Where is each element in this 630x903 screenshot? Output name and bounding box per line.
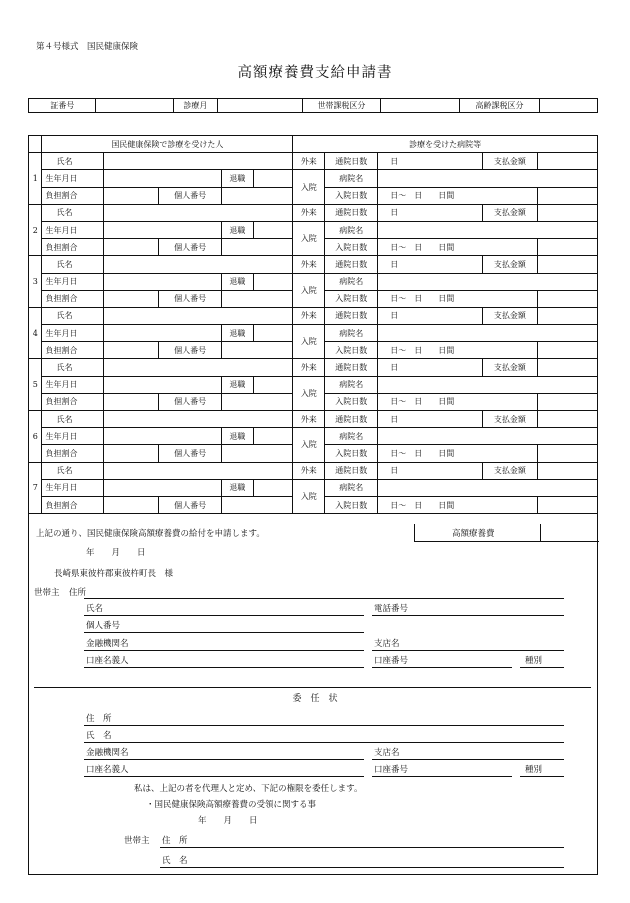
inpatient-period-field[interactable]: 日～ 日 日間: [378, 445, 538, 462]
elderly-tax-field[interactable]: [539, 99, 597, 113]
personal-no-label: 個人番号: [159, 342, 221, 359]
hospital-name-field[interactable]: [378, 273, 598, 290]
birth-field[interactable]: [103, 428, 221, 445]
burden-label: 負担割合: [42, 393, 103, 410]
burden-field[interactable]: [103, 496, 159, 513]
delegate-bank-label: 金融機関名: [86, 748, 129, 758]
form-id: 第４号様式 国民健康保険: [36, 42, 139, 52]
pay-amount-field[interactable]: [537, 462, 597, 479]
retired-label: 退職: [221, 221, 253, 238]
burden-label: 負担割合: [42, 496, 103, 513]
delegate-address-label: 住 所: [86, 714, 112, 724]
personal-no-field[interactable]: [221, 496, 293, 513]
burden-field[interactable]: [103, 187, 159, 204]
inpatient-label: 入院: [293, 221, 325, 255]
birth-label: 生年月日: [42, 325, 103, 342]
delegation-householder: 世帯主: [124, 836, 150, 846]
birth-field[interactable]: [103, 273, 221, 290]
bank-label: 金融機関名: [86, 639, 129, 649]
branch-label: 支店名: [374, 639, 400, 649]
householder-label: 世帯主: [34, 588, 60, 598]
left-header: 国民健康保険で診療を受けた人: [42, 136, 293, 153]
retired-label: 退職: [221, 428, 253, 445]
pay-amount-label: 支払金額: [482, 462, 537, 479]
inpatient-amount-field[interactable]: [537, 496, 597, 513]
hospital-name-label: 病院名: [325, 376, 378, 393]
birth-label: 生年月日: [42, 273, 103, 290]
pay-amount-label: 支払金額: [482, 359, 537, 376]
birth-field[interactable]: [103, 170, 221, 187]
hospital-name-field[interactable]: [378, 325, 598, 342]
retired-field[interactable]: [253, 170, 292, 187]
birth-field[interactable]: [103, 221, 221, 238]
name-label: 氏名: [42, 411, 103, 428]
hospital-name-field[interactable]: [378, 479, 598, 496]
visit-days-field[interactable]: 日: [378, 153, 483, 170]
burden-label: 負担割合: [42, 187, 103, 204]
row-number: 1: [29, 153, 42, 205]
birth-field[interactable]: [103, 376, 221, 393]
personal-no-label: 個人番号: [86, 621, 121, 631]
inpatient-amount-field[interactable]: [537, 290, 597, 307]
inpatient-period-field[interactable]: 日～ 日 日間: [378, 496, 538, 513]
inpatient-period-field[interactable]: 日～ 日 日間: [378, 393, 538, 410]
type-label: 種別: [525, 656, 543, 666]
patient-name-field[interactable]: [103, 256, 293, 273]
burden-label: 負担割合: [42, 445, 103, 462]
pay-amount-field[interactable]: [537, 411, 597, 428]
delegate-bank-line[interactable]: [84, 759, 364, 760]
name-label: 氏名: [42, 359, 103, 376]
delegate-address-line[interactable]: [84, 725, 564, 726]
section-divider: [34, 687, 591, 688]
inpatient-amount-field[interactable]: [537, 187, 597, 204]
visit-days-label: 通院日数: [325, 307, 378, 324]
account-no-label: 口座番号: [374, 656, 409, 666]
retired-label: 退職: [221, 273, 253, 290]
visit-days-field[interactable]: 日: [378, 462, 483, 479]
pay-amount-label: 支払金額: [482, 411, 537, 428]
delegation-date: 年 月 日: [198, 816, 258, 826]
delegate-name-line[interactable]: [84, 742, 564, 743]
visit-days-label: 通院日数: [325, 462, 378, 479]
patient-name-field[interactable]: [103, 411, 293, 428]
row-number: 4: [29, 307, 42, 359]
inpatient-label: 入院: [293, 325, 325, 359]
pay-amount-label: 支払金額: [482, 153, 537, 170]
delegate-holder-line[interactable]: [84, 776, 364, 777]
outpatient-label: 外来: [293, 462, 325, 479]
inpatient-period-field[interactable]: 日～ 日 日間: [378, 239, 538, 256]
outpatient-label: 外来: [293, 153, 325, 170]
inpatient-label: 入院: [293, 428, 325, 462]
burden-field[interactable]: [103, 393, 159, 410]
inpatient-amount-field[interactable]: [537, 239, 597, 256]
inpatient-days-label: 入院日数: [325, 290, 378, 307]
visit-days-field[interactable]: 日: [378, 204, 483, 221]
inpatient-days-label: 入院日数: [325, 239, 378, 256]
household-tax-field[interactable]: [380, 99, 459, 113]
retired-field[interactable]: [253, 479, 292, 496]
inpatient-days-label: 入院日数: [325, 496, 378, 513]
personal-no-field[interactable]: [221, 290, 293, 307]
pay-amount-label: 支払金額: [482, 204, 537, 221]
burden-field[interactable]: [103, 239, 159, 256]
hospital-name-field[interactable]: [378, 428, 598, 445]
row-number: 7: [29, 462, 42, 514]
name-label: 氏名: [42, 256, 103, 273]
burden-field[interactable]: [103, 342, 159, 359]
cert-no-label: 証番号: [29, 99, 96, 113]
birth-label: 生年月日: [42, 221, 103, 238]
delegate-holder-label: 口座名義人: [86, 765, 129, 775]
visit-days-label: 通院日数: [325, 153, 378, 170]
type-line[interactable]: [520, 667, 564, 668]
pay-amount-field[interactable]: [537, 204, 597, 221]
delegation-title: 委 任 状: [292, 694, 338, 704]
hospital-name-label: 病院名: [325, 221, 378, 238]
personal-no-label: 個人番号: [159, 239, 221, 256]
personal-no-field[interactable]: [221, 342, 293, 359]
inpatient-label: 入院: [293, 273, 325, 307]
visit-days-label: 通院日数: [325, 359, 378, 376]
birth-field[interactable]: [103, 325, 221, 342]
pay-amount-field[interactable]: [537, 359, 597, 376]
personal-no-label: 個人番号: [159, 393, 221, 410]
delegate-branch-label: 支店名: [374, 748, 400, 758]
inpatient-days-label: 入院日数: [325, 342, 378, 359]
pay-amount-field[interactable]: [537, 307, 597, 324]
delegation-item: ・国民健康保険高額療養費の受領に関する事: [146, 800, 317, 810]
form-title: 高額療養費支給申請書: [237, 65, 393, 81]
outpatient-label: 外来: [293, 359, 325, 376]
pay-amount-label: 支払金額: [482, 307, 537, 324]
retired-label: 退職: [221, 325, 253, 342]
outpatient-label: 外来: [293, 411, 325, 428]
name-label: 氏名: [86, 604, 104, 614]
delegation-h-name-line[interactable]: [160, 867, 564, 868]
branch-line[interactable]: [372, 650, 564, 651]
treat-month-label: 診療月: [173, 99, 217, 113]
personal-no-label: 個人番号: [159, 445, 221, 462]
application-date: 年 月 日: [86, 548, 146, 558]
personal-no-field[interactable]: [221, 239, 293, 256]
patient-name-field[interactable]: [103, 359, 293, 376]
inpatient-amount-field[interactable]: [537, 445, 597, 462]
phone-label: 電話番号: [374, 604, 409, 614]
retired-label: 退職: [221, 479, 253, 496]
bank-line[interactable]: [84, 650, 364, 651]
burden-field[interactable]: [103, 290, 159, 307]
patient-name-field[interactable]: [103, 153, 293, 170]
birth-field[interactable]: [103, 479, 221, 496]
address-label: 住所: [69, 588, 87, 598]
addressee: 長崎県東彼杵郡東彼杵町長 様: [54, 569, 174, 579]
hospital-name-label: 病院名: [325, 479, 378, 496]
retired-field[interactable]: [253, 376, 292, 393]
account-no-line[interactable]: [372, 667, 512, 668]
inpatient-days-label: 入院日数: [325, 393, 378, 410]
name-label: 氏名: [42, 204, 103, 221]
burden-field[interactable]: [103, 445, 159, 462]
delegation-h-address-line[interactable]: [160, 847, 564, 848]
personal-no-field[interactable]: [221, 445, 293, 462]
personal-no-line[interactable]: [84, 632, 364, 633]
birth-label: 生年月日: [42, 428, 103, 445]
inpatient-period-field[interactable]: 日～ 日 日間: [378, 187, 538, 204]
phone-line[interactable]: [372, 615, 564, 616]
hospital-name-field[interactable]: [378, 170, 598, 187]
visit-days-field[interactable]: 日: [378, 359, 483, 376]
account-holder-line[interactable]: [84, 667, 364, 668]
hospital-name-field[interactable]: [378, 221, 598, 238]
hospital-name-field[interactable]: [378, 376, 598, 393]
name-label: 氏名: [42, 307, 103, 324]
visit-days-label: 通院日数: [325, 256, 378, 273]
patient-name-field[interactable]: [103, 307, 293, 324]
visit-days-field[interactable]: 日: [378, 256, 483, 273]
visit-days-field[interactable]: 日: [378, 411, 483, 428]
personal-no-label: 個人番号: [159, 290, 221, 307]
inpatient-period-field[interactable]: 日～ 日 日間: [378, 342, 538, 359]
birth-label: 生年月日: [42, 479, 103, 496]
inpatient-label: 入院: [293, 479, 325, 513]
outpatient-label: 外来: [293, 256, 325, 273]
burden-label: 負担割合: [42, 290, 103, 307]
high-cost-box: [414, 524, 599, 542]
row-number: 3: [29, 256, 42, 308]
retired-field[interactable]: [253, 221, 292, 238]
delegate-account-label: 口座番号: [374, 765, 409, 775]
cert-no-field[interactable]: [96, 99, 173, 113]
patient-name-field[interactable]: [103, 204, 293, 221]
inpatient-days-label: 入院日数: [325, 445, 378, 462]
personal-no-field[interactable]: [221, 187, 293, 204]
pay-amount-label: 支払金額: [482, 256, 537, 273]
inpatient-days-label: 入院日数: [325, 187, 378, 204]
patient-name-field[interactable]: [103, 462, 293, 479]
right-header: 診療を受けた病院等: [293, 136, 598, 153]
delegate-type-label: 種別: [525, 765, 543, 775]
visit-days-label: 通院日数: [325, 411, 378, 428]
birth-label: 生年月日: [42, 376, 103, 393]
birth-label: 生年月日: [42, 170, 103, 187]
personal-no-label: 個人番号: [159, 496, 221, 513]
header-table: [28, 98, 598, 113]
retired-field[interactable]: [253, 325, 292, 342]
personal-no-label: 個人番号: [159, 187, 221, 204]
outpatient-label: 外来: [293, 204, 325, 221]
high-cost-label: 高額療養費: [452, 529, 495, 539]
application-statement: 上記の通り、国民健康保険高額療養費の給付を申請します。: [36, 529, 265, 539]
row-number: 5: [29, 359, 42, 411]
pay-amount-field[interactable]: [537, 256, 597, 273]
inpatient-label: 入院: [293, 170, 325, 204]
row-number: 6: [29, 411, 42, 463]
inpatient-label: 入院: [293, 376, 325, 410]
outpatient-label: 外来: [293, 307, 325, 324]
retired-field[interactable]: [253, 273, 292, 290]
hospital-name-label: 病院名: [325, 325, 378, 342]
treat-month-field[interactable]: [217, 99, 302, 113]
hospital-name-label: 病院名: [325, 428, 378, 445]
delegation-h-address-label: 住 所: [162, 836, 188, 846]
pay-amount-field[interactable]: [537, 153, 597, 170]
delegate-type-line[interactable]: [520, 776, 564, 777]
visit-days-label: 通院日数: [325, 204, 378, 221]
delegation-h-name-label: 氏 名: [162, 856, 188, 866]
hospital-name-label: 病院名: [325, 273, 378, 290]
address-line[interactable]: [84, 598, 564, 599]
retired-label: 退職: [221, 376, 253, 393]
elderly-tax-label: 高齢課税区分: [460, 99, 540, 113]
name-label: 氏名: [42, 462, 103, 479]
inpatient-period-field[interactable]: 日～ 日 日間: [378, 290, 538, 307]
burden-label: 負担割合: [42, 239, 103, 256]
delegate-account-line[interactable]: [372, 776, 512, 777]
burden-label: 負担割合: [42, 342, 103, 359]
account-holder-label: 口座名義人: [86, 656, 129, 666]
visit-days-field[interactable]: 日: [378, 307, 483, 324]
retired-label: 退職: [221, 170, 253, 187]
delegation-statement: 私は、上記の者を代理人と定め、下記の権限を委任します。: [134, 784, 363, 794]
inpatient-amount-field[interactable]: [537, 393, 597, 410]
delegate-name-label: 氏 名: [86, 731, 112, 741]
household-tax-label: 世帯課税区分: [302, 99, 380, 113]
personal-no-field[interactable]: [221, 393, 293, 410]
patient-table: [28, 135, 598, 514]
row-number: 2: [29, 204, 42, 256]
inpatient-amount-field[interactable]: [537, 342, 597, 359]
name-line[interactable]: [84, 615, 364, 616]
retired-field[interactable]: [253, 428, 292, 445]
name-label: 氏名: [42, 153, 103, 170]
delegate-branch-line[interactable]: [372, 759, 564, 760]
hospital-name-label: 病院名: [325, 170, 378, 187]
